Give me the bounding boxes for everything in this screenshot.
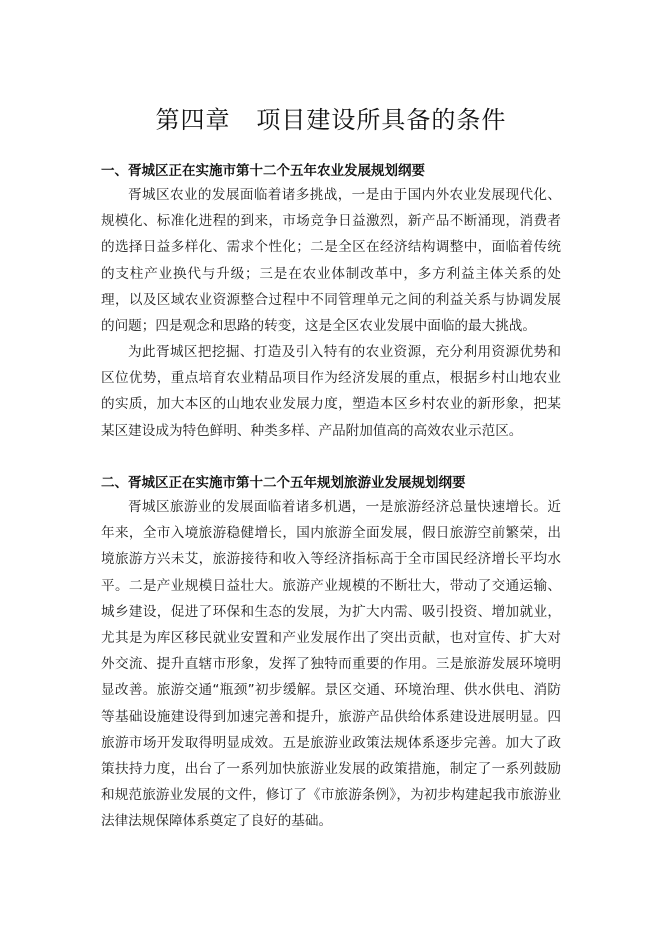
- section-1-paragraph-1: 胥城区农业的发展面临着诸多挑战，一是由于国内外农业发展现代化、规模化、标准化进程的到来，市场竞争日益激烈，新产品不断涌现，消费者的选择日益多样化、需求个性化；二是全区在经济结构调整中，面临着传统的支柱产业换代与升级；三是在农业体制改革中，多方利益主体关系的处理，以及区域农业资源整合过程中不同管理单元之间的利益关系与协调发展的问题；四是观念和思路的转变，这是全区农业发展中面临的最大挑战。: [101, 187, 561, 335]
- section-1-heading: 一、胥城区正在实施市第十二个五年农业发展规划纲要: [101, 163, 425, 179]
- section-1-paragraph-2: 为此胥城区把挖掘、打造及引入特有的农业资源，充分利用资源优势和区位优势，重点培育农业精品项目作为经济发展的重点，根据乡村山地农业的实质，加大本区的山地农业发展力度，塑造本区乡村农业的新形象，把某某区建设成为特色鲜明、种类多样、产品附加值高的高效农业示范区。: [101, 344, 561, 439]
- section-2-heading: 二、胥城区正在实施市第十二个五年规划旅游业发展规划纲要: [101, 475, 466, 491]
- chapter-title: 第四章 项目建设所具备的条件: [155, 106, 507, 134]
- section-2-paragraph-1: 胥城区旅游业的发展面临着诸多机遇，一是旅游经济总量快速增长。近年来，全市入境旅游稳健增长，国内旅游全面发展，假日旅游空前繁荣，出境旅游方兴未艾，旅游接待和收入等经济指标高于全市国民经济增长平均水平。二是产业规模日益壮大。旅游产业规模的不断壮大，带动了交通运输、城乡建设，促进了环保和生态的发展，为扩大内需、吸引投资、增加就业，尤其是为库区移民就业安置和产业发展作出了突出贡献，也对宣传、扩大对外交流、提升直辖市形象，发挥了独特而重要的作用。三是旅游发展环境明显改善。旅游交通“瓶颈”初步缓解。景区交通、环境治理、供水供电、消防等基础设施建设得到加速完善和提升，旅游产品供给体系建设进展明显。四旅游市场开发取得明显成效。五是旅游业政策法规体系逐步完善。加大了政策扶持力度，出台了一系列加快旅游业发展的政策措施，制定了一系列鼓励和规范旅游业发展的文件，修订了《市旅游条例》，为初步构建起我市旅游业法律法规保障体系奠定了良好的基础。: [101, 499, 561, 830]
